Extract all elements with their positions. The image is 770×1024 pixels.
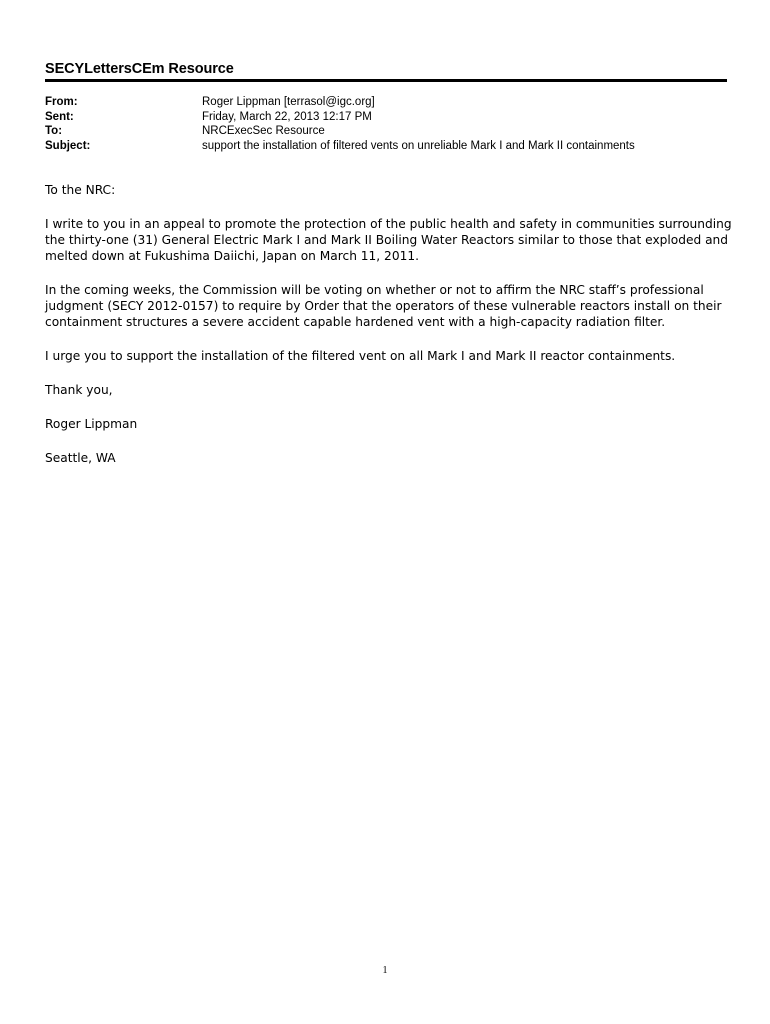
document-title: SECYLettersCEm Resource (45, 61, 234, 77)
sent-label: Sent: (45, 110, 74, 123)
from-value: Roger Lippman [terrasol@igc.org] (202, 96, 375, 108)
signature-name: Roger Lippman (45, 417, 138, 431)
title-divider (45, 79, 727, 82)
page-number: 1 (382, 965, 388, 976)
greeting: To the NRC: (45, 183, 116, 197)
signature-location: Seattle, WA (45, 451, 116, 465)
to-value: NRCExecSec Resource (202, 125, 325, 137)
closing: Thank you, (45, 383, 113, 397)
from-label: From: (45, 96, 78, 108)
subject-label: Subject: (45, 139, 91, 152)
email-body (45, 182, 735, 484)
to-label: To: (45, 125, 63, 137)
body-paragraph-3: I urge you to support the installation of the filtered vent on all Mark I and Mark II reactor containments. (45, 349, 676, 363)
subject-value: support the installation of filtered vents on unreliable Mark I and Mark II containments (202, 139, 635, 152)
body-paragraph-2: In the coming weeks, the Commission will be voting on whether or not to affirm the NRC staff’s professional judgment (SECY 2012-0157) to require by Order that the operators of these vulnerable reactors install on their containment structures a severe accident capable hardened vent with a high-capacity radiation filter. (45, 283, 722, 329)
body-paragraph-1: I write to you in an appeal to promote the protection of the public health and safety in communities surrounding the thirty-one (31) General Electric Mark I and Mark II Boiling Water Reactors similar to those that exploded and melted down at Fukushima Daiichi, Japan on March 11, 2011. (45, 217, 732, 263)
sent-value: Friday, March 22, 2013 12:17 PM (202, 110, 372, 123)
